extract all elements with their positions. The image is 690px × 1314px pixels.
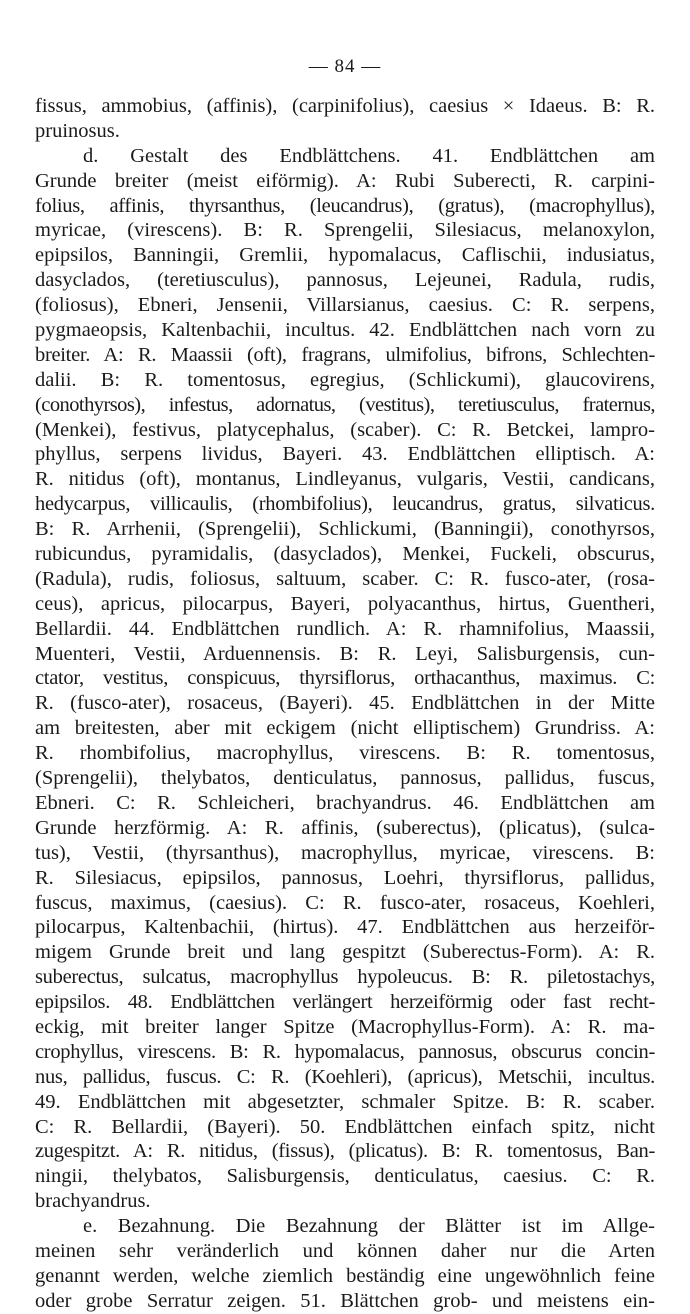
text-line: breiter. A: R. Maassii (oft), fragrans, ulmifolius, bifrons, Schlechten- (35, 343, 655, 366)
text-line: (Menkei), festivus, platycephalus, (scaber). C: R. Betckei, lampro- (35, 418, 655, 441)
text-line: crophyllus, virescens. B: R. hypomalacus, pannosus, obscurus concin- (35, 1040, 655, 1063)
text-line: epipsilos, Banningii, Gremlii, hypomalacus, Caflischii, indusiatus, (35, 244, 655, 267)
text-line: hedycarpus, villicaulis, (rhombifolius), leucandrus, gratus, silvaticus. (35, 493, 655, 516)
text-line: R. (fusco-ater), rosaceus, (Bayeri). 45. Endblättchen in der Mitte (35, 692, 655, 715)
text-line: Ebneri. C: R. Schleicheri, brachyandrus. 46. Endblättchen am (35, 791, 655, 814)
text-line: myricae, (virescens). B: R. Sprengelii, Silesiacus, melanoxylon, (35, 219, 655, 242)
text-line: rubicundus, pyramidalis, (dasyclados), Menkei, Fuckeli, obscurus, (35, 543, 655, 566)
text-line: Grunde herzförmig. A: R. affinis, (suberectus), (plicatus), (sulca- (35, 816, 655, 839)
text-line: tus), Vestii, (thyrsanthus), macrophyllus, myricae, virescens. B: (35, 841, 655, 864)
page-number: — 84 — (308, 56, 382, 77)
text-line: dasyclados, (teretiusculus), pannosus, Lejeunei, Radula, rudis, (35, 269, 655, 292)
text-line: meinen sehr veränderlich und können daher nur die Arten (35, 1239, 655, 1262)
text-line: Muenteri, Vestii, Arduennensis. B: R. Leyi, Salisburgensis, cun- (35, 642, 655, 665)
text-line: pilocarpus, Kaltenbachii, (hirtus). 47. Endblättchen aus herzeiför- (35, 916, 655, 939)
text-line: suberectus, sulcatus, macrophyllus hypoleucus. B: R. piletostachys, (35, 966, 655, 989)
text-line: Grunde breiter (meist eiförmig). A: Rubi Suberecti, R. carpini- (35, 169, 655, 192)
text-line: ceus), apricus, pilocarpus, Bayeri, polyacanthus, hirtus, Guentheri, (35, 592, 655, 615)
text-line: pygmaeopsis, Kaltenbachii, incultus. 42. Endblättchen nach vorn zu (35, 319, 655, 342)
text-line: fuscus, maximus, (caesius). C: R. fusco-ater, rosaceus, Koehleri, (35, 891, 655, 914)
text-line: B: R. Arrhenii, (Sprengelii), Schlickumi, (Banningii), conothyrsos, (35, 518, 655, 541)
text-line: R. rhombifolius, macrophyllus, virescens. B: R. tomentosus, (35, 742, 655, 765)
text-line: fissus, ammobius, (affinis), (carpinifolius), caesius × Idaeus. B: R. (35, 95, 655, 117)
text-line: zugespitzt. A: R. nitidus, (fissus), (plicatus). B: R. tomentosus, Ban- (35, 1140, 655, 1163)
text-line: (Radula), rudis, foliosus, saltuum, scaber. C: R. fusco-ater, (rosa- (35, 567, 655, 590)
text-line: nus, pallidus, fuscus. C: R. (Koehleri), (apricus), Metschii, incultus. (35, 1065, 655, 1088)
text-line: R. Silesiacus, epipsilos, pannosus, Loehri, thyrsiflorus, pallidus, (35, 866, 655, 889)
text-line: Bellardii. 44. Endblättchen rundlich. A: R. rhamnifolius, Maassii, (35, 617, 655, 640)
text-line: pruinosus. (35, 119, 120, 142)
text-line: migem Grunde breit und lang gespitzt (Suberectus-Form). A: R. (35, 941, 655, 964)
text-line: ningii, thelybatos, Salisburgensis, denticulatus, caesius. C: R. (35, 1165, 655, 1188)
text-line: folius, affinis, thyrsanthus, (leucandrus), (gratus), (macrophyllus), (35, 194, 655, 217)
text-line: phyllus, serpens lividus, Bayeri. 43. Endblättchen elliptisch. A: (35, 443, 655, 466)
text-line: R. nitidus (oft), montanus, Lindleyanus, vulgaris, Vestii, candicans, (35, 468, 655, 491)
text-line: (conothyrsos), infestus, adornatus, (vestitus), teretiusculus, fraternus, (35, 393, 655, 416)
section-heading-line: e. Bezahnung. Die Bezahnung der Blätter ist im Allge- (83, 1215, 655, 1238)
text-line: oder grobe Serratur zeigen. 51. Blättchen grob- und meistens ein- (35, 1289, 655, 1312)
text-line: eckig, mit breiter langer Spitze (Macrophyllus-Form). A: R. ma- (35, 1015, 655, 1038)
text-line: dalii. B: R. tomentosus, egregius, (Schlickumi), glaucovirens, (35, 368, 655, 391)
text-line: epipsilos. 48. Endblättchen verlängert herzeiförmig oder fast recht- (35, 991, 655, 1014)
text-line: (foliosus), Ebneri, Jensenii, Villarsianus, caesius. C: R. serpens, (35, 294, 655, 317)
text-line: 49. Endblättchen mit abgesetzter, schmaler Spitze. B: R. scaber. (35, 1090, 655, 1113)
text-line: genannt werden, welche ziemlich beständig eine ungewöhnlich feine (35, 1264, 655, 1287)
section-heading-line: d. Gestalt des Endblättchens. 41. Endblättchen am (83, 144, 655, 167)
text-line: C: R. Bellardii, (Bayeri). 50. Endblättchen einfach spitz, nicht (35, 1115, 655, 1138)
text-line: (Sprengelii), thelybatos, denticulatus, pannosus, pallidus, fuscus, (35, 767, 655, 790)
text-line: ctator, vestitus, conspicuus, thyrsiflorus, orthacanthus, maximus. C: (35, 667, 655, 690)
body-text (35, 94, 655, 1314)
text-line: am breitesten, aber mit eckigem (nicht elliptischem) Grundriss. A: (35, 717, 655, 740)
text-line: brachyandrus. (35, 1190, 151, 1213)
